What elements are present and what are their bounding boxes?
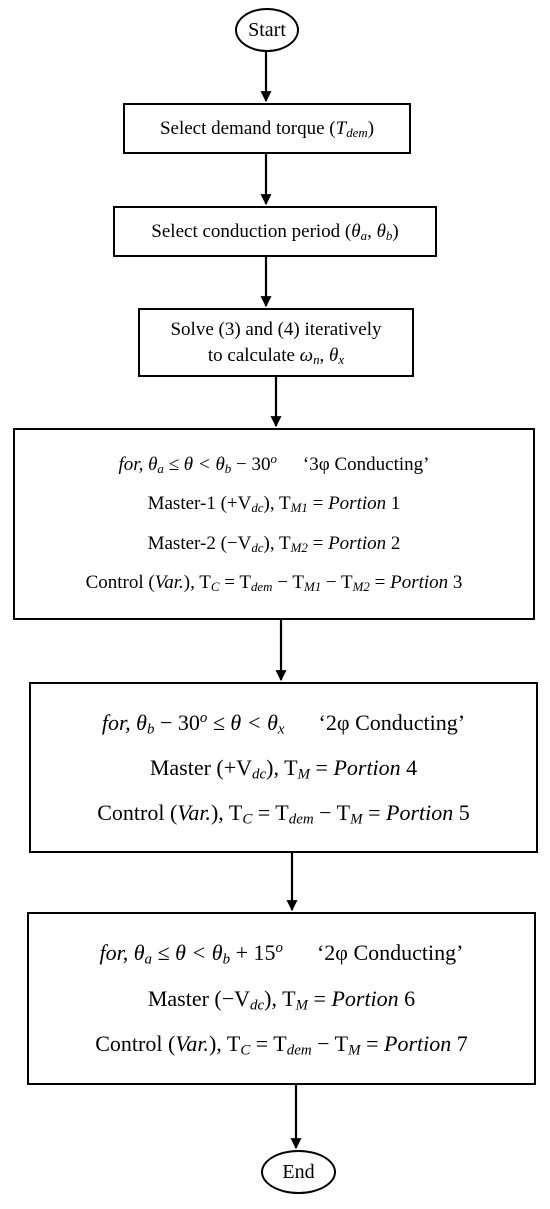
block2-condition: for, $\theta_b - 30^o \le \theta < \theta_x$ ‘2φ Conducting’ [101, 709, 466, 738]
block1-master2: Master-2 $(-V_{dc})$, $T_{M2}$ = Portion 2 [147, 532, 401, 556]
block-2phase-conducting-b [27, 912, 536, 1085]
block3-control: Control (Var.), $T_C = T_{dem} - T_M$ = Portion 7 [95, 1031, 468, 1060]
block-2phase-conducting-a [29, 682, 538, 853]
block-3phase-conducting [13, 428, 535, 620]
step3-line1: Solve (3) and (4) iteratively [170, 318, 382, 340]
block3-condition: for, $\theta_a \le \theta < \theta_b + 15^o$ ‘2φ Conducting’ [99, 940, 464, 968]
block3-phase-label: ‘2φ Conducting’ [316, 940, 464, 966]
block2-control: Control (Var.), $T_C = T_{dem} - T_M$ = Portion 5 [97, 799, 470, 828]
start-terminal [235, 8, 299, 52]
start-label: Start [248, 18, 286, 41]
block2-master: Master $(+V_{dc})$, $T_M$ = Portion 4 [149, 754, 418, 783]
end-label: End [282, 1160, 315, 1183]
block1-phase-label: ‘3φ Conducting’ [302, 453, 430, 475]
block1-control: Control (Var.), $T_C = T_{dem} - T_{M1} - T_{M2}$ = Portion 3 [85, 572, 463, 595]
step3-line2: to calculate $\omega_n$, $\theta_x$ [207, 344, 345, 367]
step1-text: Select demand torque $(T_{dem})$ [159, 117, 375, 140]
block2-phase-label: ‘2φ Conducting’ [318, 709, 466, 735]
block1-master1: Master-1 $(+V_{dc})$, $T_{M1}$ = Portion 1 [147, 493, 401, 516]
block3-master: Master $(-V_{dc})$, $T_M$ = Portion 6 [147, 985, 416, 1014]
end-terminal [261, 1150, 336, 1194]
block1-condition: for, $\theta_a \le \theta < \theta_b - 30^o$ ‘3φ Conducting’ [118, 450, 430, 476]
step2-text: Select conduction period ($\theta_a$, $\theta_b$) [151, 220, 399, 243]
step-select-demand-torque [123, 103, 411, 154]
step-select-conduction-period [113, 206, 437, 257]
step-solve-iteratively [138, 308, 414, 377]
